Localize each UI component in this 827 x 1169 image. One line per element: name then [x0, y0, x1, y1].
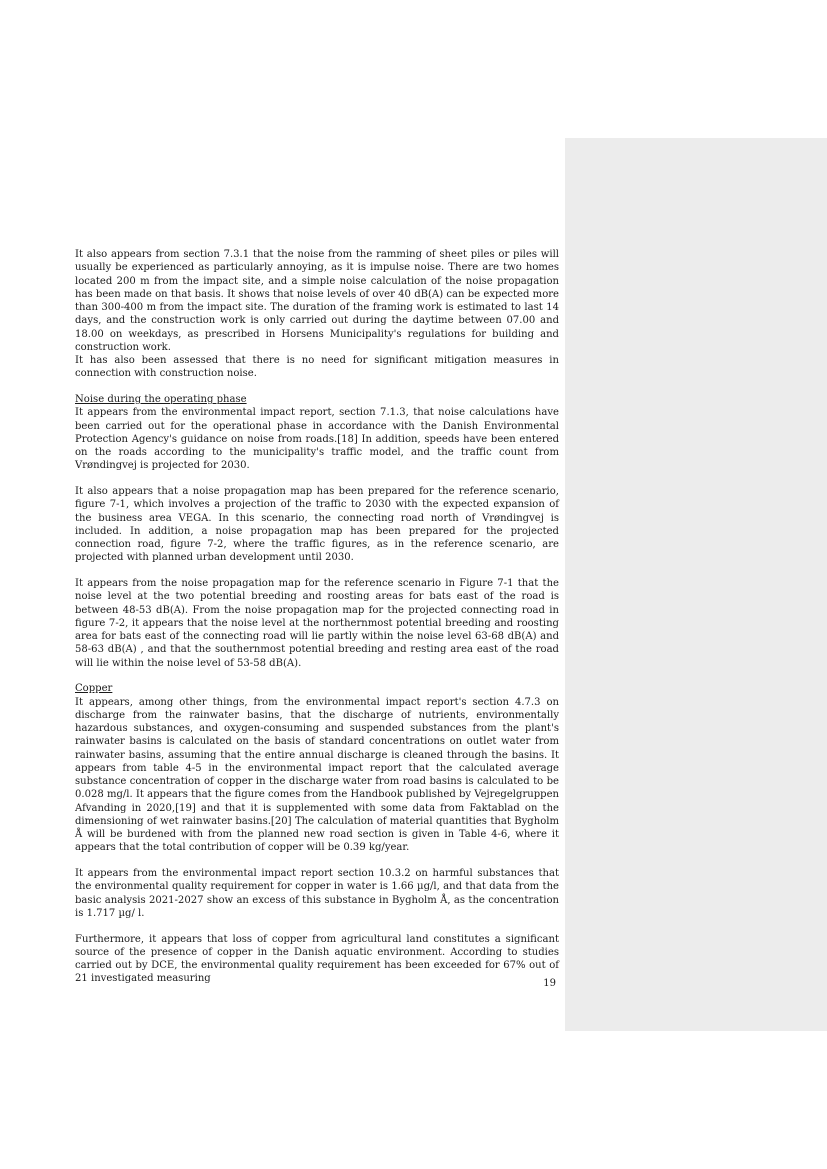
body-paragraph: It has also been assessed that there is no need for significant mitigation measures in connection with construction noise.	[75, 355, 559, 380]
body-paragraph: It appears from the noise propagation map for the reference scenario in Figure 7-1 that the noise level at the two potential breeding and roosting areas for bats east of the road is between 48-53 dB(A). From the noise propagation map for the projected connecting road in figure 7-2, it appears that the noise level at the northernmost potential breeding and roosting area for bats east of the connecting road will lie partly within the noise level 63-68 dB(A) and 58-63 dB(A) , and that the southernmost potential breeding and resting area east of the road will lie within the noise level of 53-58 dB(A).	[75, 578, 559, 669]
section-heading-noise-operating-phase: Noise during the operating phase	[75, 394, 247, 405]
body-paragraph: It also appears from section 7.3.1 that the noise from the ramming of sheet piles or piles will usually be experienced as particularly annoying, as it is impulse noise. There are two homes located 200 m from the impact site, and a simple noise calculation of the noise propagation has been made on that basis. It shows that noise levels of over 40 dB(A) can be expected more than 300-400 m from the impact site. The duration of the framing work is estimated to last 14 days, and the construction work is only carried out during the daytime between 07.00 and 18.00 on weekdays, as prescribed in Horsens Municipality's regulations for building and construction work.	[75, 249, 559, 353]
section-heading-copper: Copper	[75, 683, 113, 695]
paragraph-gap	[75, 565, 559, 578]
paragraph-gap	[75, 855, 559, 868]
body-paragraph: It also appears that a noise propagation map has been prepared for the reference scenario, figure 7-1, which involves a projection of the traffic to 2030 with the expected expansion of the business area VEGA. In this scenario, the connecting road north of Vrøndingvej is included. In addition, a noise propagation map has been prepared for the projected connection road, figure 7-2, where the traffic figures, as in the reference scenario, are projected with planned urban development until 2030.	[75, 486, 559, 564]
paragraph-gap	[75, 381, 559, 394]
paragraph-gap	[75, 920, 559, 933]
paragraph-gap	[75, 670, 559, 683]
page-body	[75, 248, 559, 986]
body-paragraph: Furthermore, it appears that loss of copper from agricultural land constitutes a significant source of the presence of copper in the Danish aquatic environment. According to studies carried out by DCE, the environmental quality requirement has been exceeded for 67% out of 21 investigated measuring	[75, 933, 559, 985]
comment-pane	[565, 138, 827, 1031]
page-number: 19	[543, 978, 556, 989]
body-paragraph: It appears from the environmental impact report section 10.3.2 on harmful substances that the environmental quality requirement for copper in water is 1.66 µg/l, and that data from the basic analysis 2021-2027 show an excess of this substance in Bygholm Å, as the concentration is 1.717 µg/ l.	[75, 868, 559, 919]
body-paragraph: It appears from the environmental impact report, section 7.1.3, that noise calculations have been carried out for the operational phase in accordance with the Danish Environmental Protection Agency's guidance on noise from roads.[18] In addition, speeds have been entered on the roads according to the municipality's traffic model, and the traffic count from Vrøndingvej is projected for 2030.	[75, 407, 559, 472]
paragraph-gap	[75, 473, 559, 486]
body-paragraph: It appears, among other things, from the environmental impact report's section 4.7.3 on discharge from the rainwater basins, that the discharge of nutrients, environmentally hazardous substances, and oxygen-consuming and suspended substances from the plant's rainwater basins is calculated on the basis of standard concentrations on outlet water from rainwater basins, assuming that the entire annual discharge is cleaned through the basins. It appears from table 4-5 in the environmental impact report that the calculated average substance concentration of copper in the discharge water from road basins is calculated to be 0.028 mg/l. It appears that the figure comes from the Handbook published by Vejregelgruppen Afvanding in 2020,[19] and that it is supplemented with some data from Faktablad on the dimensioning of wet rainwater basins.[20] The calculation of material quantities that Bygholm Å will be burdened with from the planned new road section is given in Table 4-6, where it appears that the total contribution of copper will be 0.39 kg/year.	[75, 696, 559, 854]
